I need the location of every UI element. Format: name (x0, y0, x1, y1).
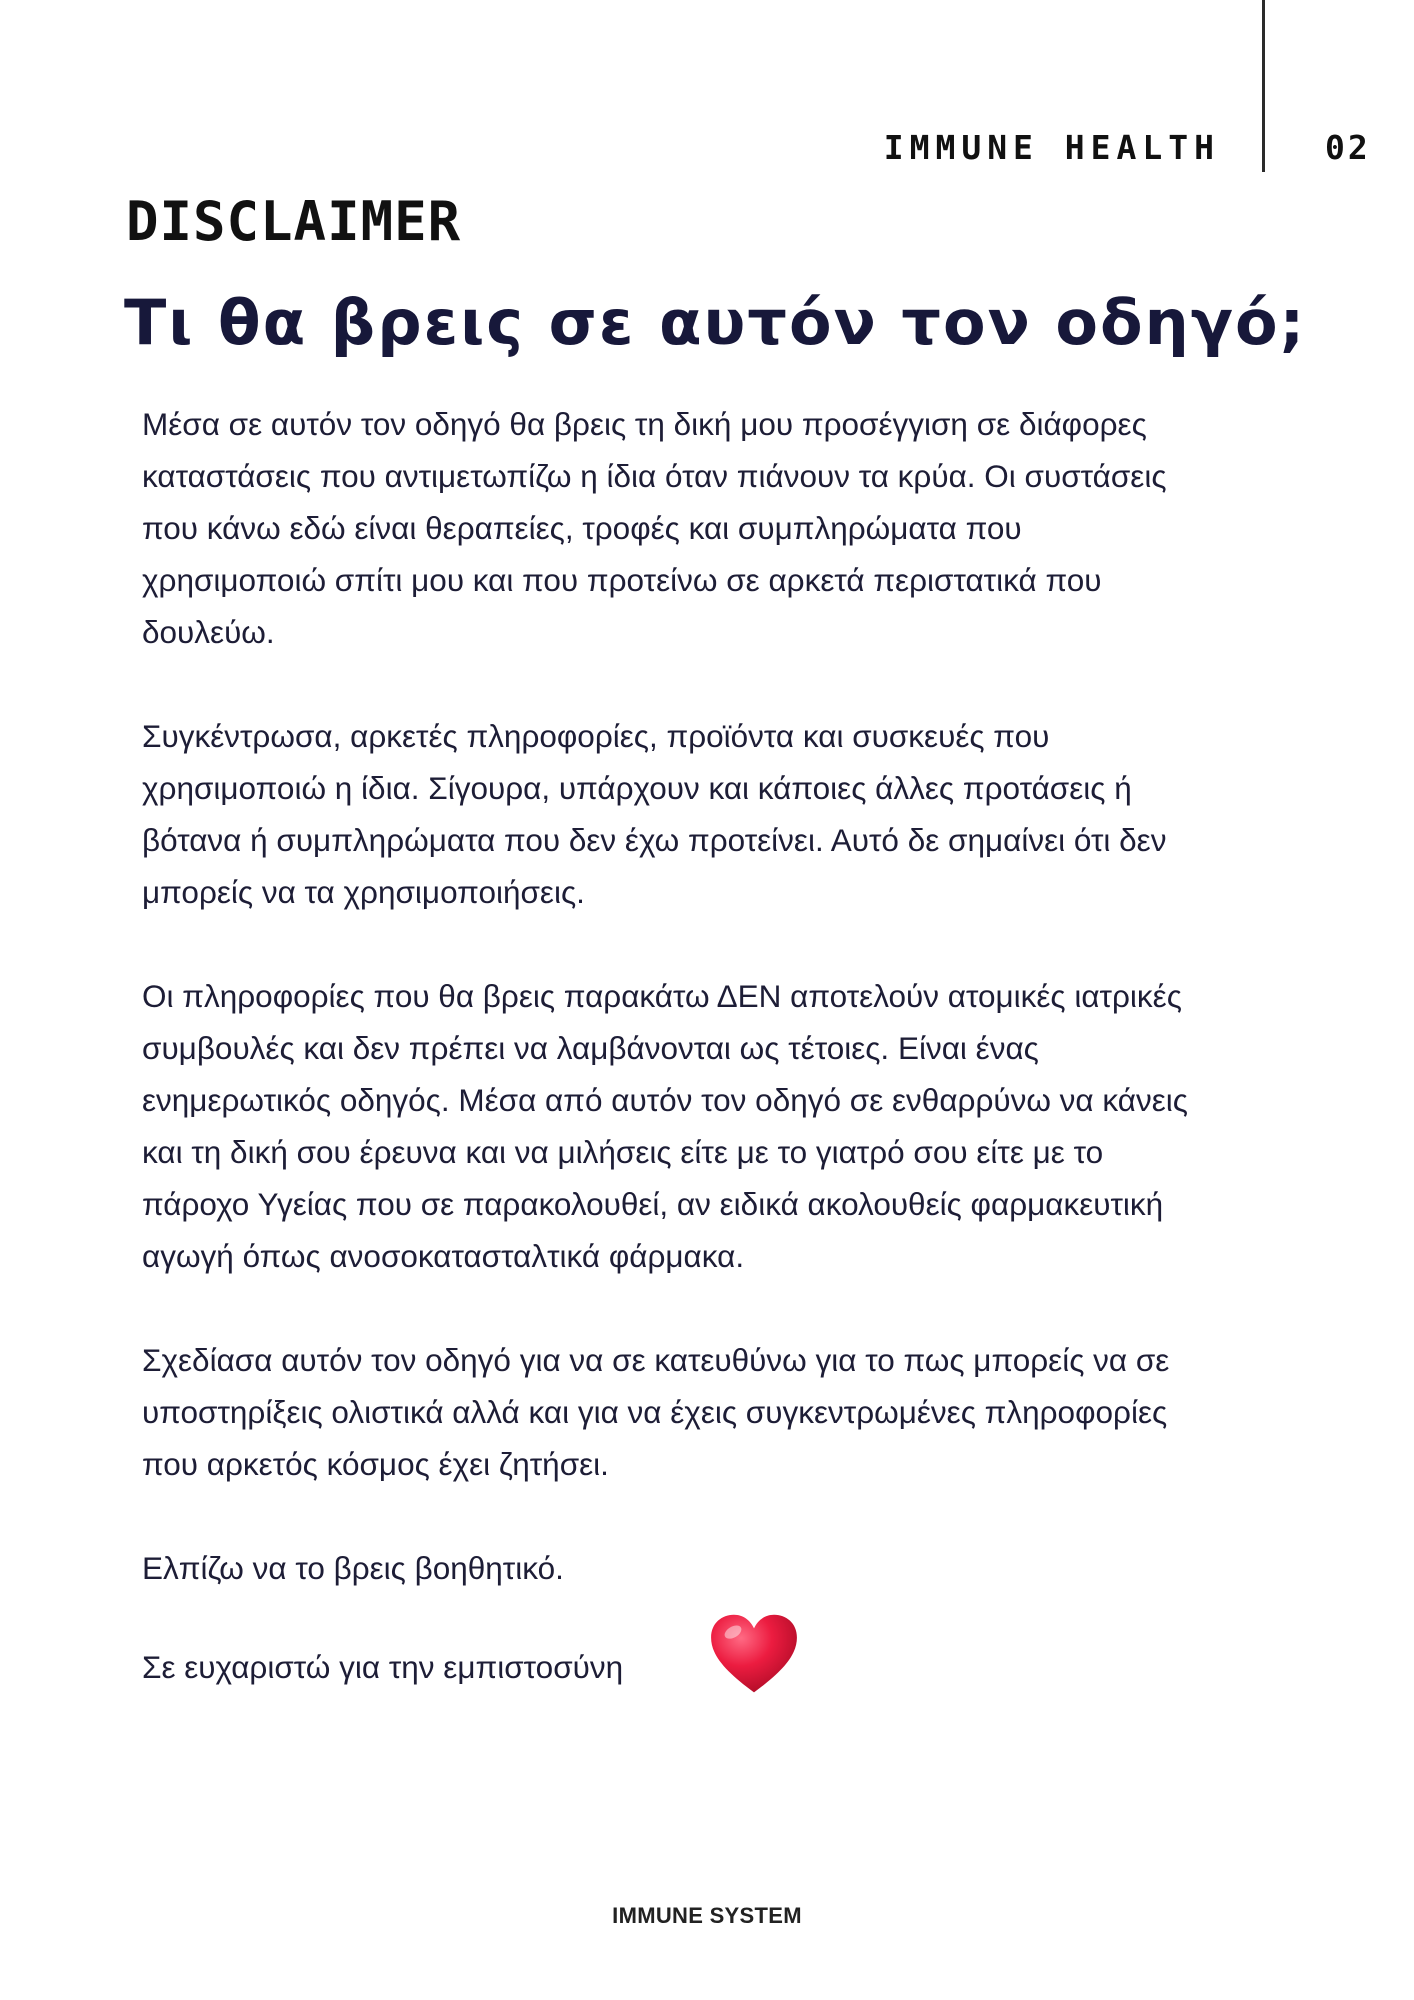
section-label: DISCLAIMER (126, 190, 462, 253)
page-title: Τι θα βρεις σε αυτόν τον οδηγό; (124, 286, 1307, 359)
body-text (142, 398, 1317, 1646)
paragraph-purpose: Σχεδίασα αυτόν τον οδηγό για να σε κατευθύνω για το πως μπορείς να σε υποστηρίξεις ολιστικά αλλά και για να έχεις συγκεντρωμένες πληροφορίες που αρκετός κόσμος έχει ζητήσει. (142, 1342, 1170, 1482)
page-number: 02 (1325, 128, 1371, 167)
header-divider (1262, 0, 1265, 172)
paragraph-medical-notice: Οι πληροφορίες που θα βρεις παρακάτω ΔΕΝ αποτελούν ατομικές ιατρικές συμβουλές και δεν πρέπει να λαμβάνονται ως τέτοιες. Είναι ένας ενημερωτικός οδηγός. Μέσα από αυτόν τον οδηγό σε ενθαρρύνω να κάνεις και τη δική σου έρευνα και να μιλήσεις είτε με το γιατρό σου είτε με το πάροχο Υγείας που σε παρακολουθεί, αν ειδικά ακολουθείς φαρμακευτική αγωγή όπως ανοσοκατασταλτικά φάρμακα. (142, 978, 1188, 1274)
heart-icon (708, 1612, 800, 1696)
paragraph-hope: Ελπίζω να το βρεις βοηθητικό. (142, 1550, 564, 1586)
paragraph-products: Συγκέντρωσα, αρκετές πληροφορίες, προϊόντα και συσκευές που χρησιμοποιώ η ίδια. Σίγουρα, υπάρχουν και κάποιες άλλες προτάσεις ή βότανα ή συμπληρώματα που δεν έχω προτείνει. Αυτό δε σημαίνει ότι δεν μπορείς να τα χρησιμοποιήσεις. (142, 718, 1167, 910)
footer-label: IMMUNE SYSTEM (612, 1903, 802, 1928)
header-label: IMMUNE HEALTH (883, 128, 1220, 167)
closing-line: Σε ευχαριστώ για την εμπιστοσύνη (142, 1649, 624, 1685)
paragraph-intro: Μέσα σε αυτόν τον οδηγό θα βρεις τη δική μου προσέγγιση σε διάφορες καταστάσεις που αντιμετωπίζω η ίδια όταν πιάνουν τα κρύα. Οι συστάσεις που κάνω εδώ είναι θεραπείες, τροφές και συμπληρώματα που χρησιμοποιώ σπίτι μου και που προτείνω σε αρκετά περιστατικά που δουλεύω. (142, 406, 1167, 650)
